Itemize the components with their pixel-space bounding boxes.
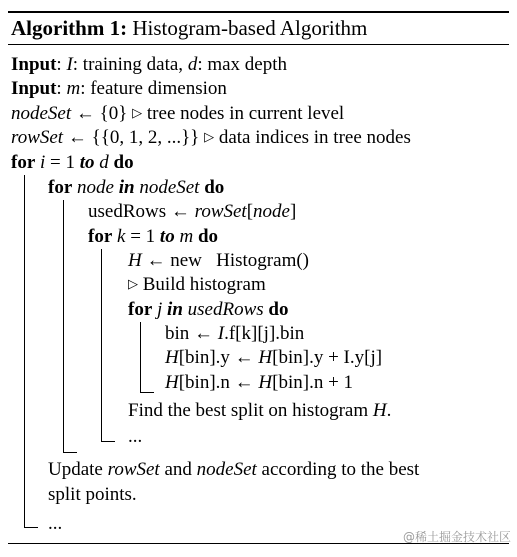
algorithm-caption xyxy=(11,16,367,40)
nodeset-init-line xyxy=(11,102,344,126)
input-line-data xyxy=(11,53,287,77)
watermark: @稀土掘金技术社区 xyxy=(403,530,512,544)
for-row-block-bar xyxy=(140,322,141,392)
var-h: H xyxy=(165,347,179,368)
text: and xyxy=(159,459,197,480)
arrow: ← xyxy=(63,127,92,148)
update-sets-line xyxy=(48,458,419,482)
text: [bin].n + 1 xyxy=(272,372,354,393)
colon: : xyxy=(56,78,62,99)
input-keyword: Input xyxy=(11,54,57,75)
for-keyword: for xyxy=(48,177,73,198)
text: : feature dimension xyxy=(80,78,227,99)
in-keyword: in xyxy=(118,177,135,198)
do-keyword: do xyxy=(197,226,219,247)
text: bin ← xyxy=(165,323,218,344)
var-h: H xyxy=(258,372,273,393)
comment-triangle-icon: ▷ xyxy=(132,105,143,120)
var-m: m xyxy=(66,78,81,99)
var-rowset: rowSet xyxy=(107,459,160,480)
ellipsis-outer xyxy=(48,512,62,536)
do-keyword: do xyxy=(113,152,134,173)
usedrows-line xyxy=(88,200,296,224)
algorithm-title: Histogram-based Algorithm xyxy=(132,16,368,40)
var-d: d xyxy=(99,152,109,173)
text: = 1 xyxy=(125,226,160,247)
update-sets-continuation xyxy=(48,483,137,507)
do-keyword: do xyxy=(204,177,225,198)
text: [bin].y + I.y[j] xyxy=(272,347,383,368)
ellipsis-inner xyxy=(128,425,142,449)
comment: data indices in tree nodes xyxy=(218,127,411,148)
var-nodeset: nodeSet xyxy=(196,459,257,480)
to-keyword: to xyxy=(159,226,175,247)
hist-y-update-line xyxy=(165,346,382,370)
text: = 1 xyxy=(45,152,80,173)
set-value: {{0, 1, 2, ...}} xyxy=(91,127,200,148)
for-depth-block-bar xyxy=(24,175,25,527)
for-feature-block-end xyxy=(101,441,115,442)
var-k: k xyxy=(117,226,126,247)
do-keyword: do xyxy=(268,299,289,320)
var-j: j xyxy=(157,299,163,320)
top-rule xyxy=(8,11,509,13)
set-value: {0} xyxy=(99,103,128,124)
build-histogram-comment xyxy=(128,273,266,297)
text: : max depth xyxy=(197,54,288,75)
var-rowset: rowSet xyxy=(194,201,247,222)
var-node: node xyxy=(77,177,114,198)
input-keyword: Input xyxy=(11,78,57,99)
var-i: I xyxy=(217,323,225,344)
var-nodeset: nodeSet xyxy=(139,177,200,198)
comment-triangle-icon: ▷ xyxy=(128,276,138,291)
text: split points. xyxy=(48,484,137,505)
arrow: ← xyxy=(166,201,195,222)
var-rowset: rowSet xyxy=(11,127,64,148)
for-depth-line xyxy=(11,151,134,175)
var-node: node xyxy=(253,201,290,222)
hist-n-update-line xyxy=(165,371,353,395)
text: .f[k][j].bin xyxy=(224,323,305,344)
for-row-block-end xyxy=(140,392,154,393)
for-feature-line xyxy=(88,225,218,249)
var-h: H xyxy=(128,250,142,271)
text: Find the best split on histogram xyxy=(128,400,373,421)
for-feature-block-bar xyxy=(101,249,102,441)
var-h: H xyxy=(372,400,387,421)
var-nodeset: nodeSet xyxy=(11,103,72,124)
colon: : xyxy=(56,54,62,75)
for-keyword: for xyxy=(88,226,113,247)
text: ← new Histogram() xyxy=(141,250,310,271)
for-row-line xyxy=(128,298,288,322)
ellipsis: ... xyxy=(128,426,143,447)
for-keyword: for xyxy=(128,299,153,320)
var-d: d xyxy=(187,54,198,75)
rowset-init-line xyxy=(11,126,411,150)
for-depth-block-end xyxy=(24,527,38,528)
ellipsis: ... xyxy=(48,513,63,534)
var-i: I xyxy=(66,54,73,75)
text: [ xyxy=(246,201,254,222)
for-node-block-bar xyxy=(63,200,64,452)
text: : training data, xyxy=(72,54,188,75)
new-histogram-line xyxy=(128,249,309,273)
arrow: ← xyxy=(71,103,100,124)
var-m: m xyxy=(179,226,194,247)
text: according to the best xyxy=(256,459,420,480)
text: Update xyxy=(48,459,108,480)
for-node-block-end xyxy=(63,452,77,453)
comment-triangle-icon: ▷ xyxy=(204,129,215,144)
var-i: i xyxy=(40,152,46,173)
for-node-line xyxy=(48,176,224,200)
comment: tree nodes in current level xyxy=(146,103,345,124)
algorithm-label: Algorithm 1: xyxy=(11,16,128,40)
bin-assign-line xyxy=(165,322,304,346)
to-keyword: to xyxy=(79,152,95,173)
var-h: H xyxy=(258,347,273,368)
text: ] xyxy=(289,201,297,222)
var-usedrows: usedRows xyxy=(187,299,264,320)
find-split-line xyxy=(128,399,391,423)
in-keyword: in xyxy=(167,299,183,320)
text: . xyxy=(386,400,392,421)
caption-rule xyxy=(8,44,509,45)
for-keyword: for xyxy=(11,152,36,173)
var-usedrows: usedRows xyxy=(88,201,167,222)
text: [bin].y ← xyxy=(178,347,259,368)
comment: Build histogram xyxy=(142,274,266,295)
text: [bin].n ← xyxy=(178,372,259,393)
input-line-dimension xyxy=(11,77,227,101)
var-h: H xyxy=(165,372,179,393)
